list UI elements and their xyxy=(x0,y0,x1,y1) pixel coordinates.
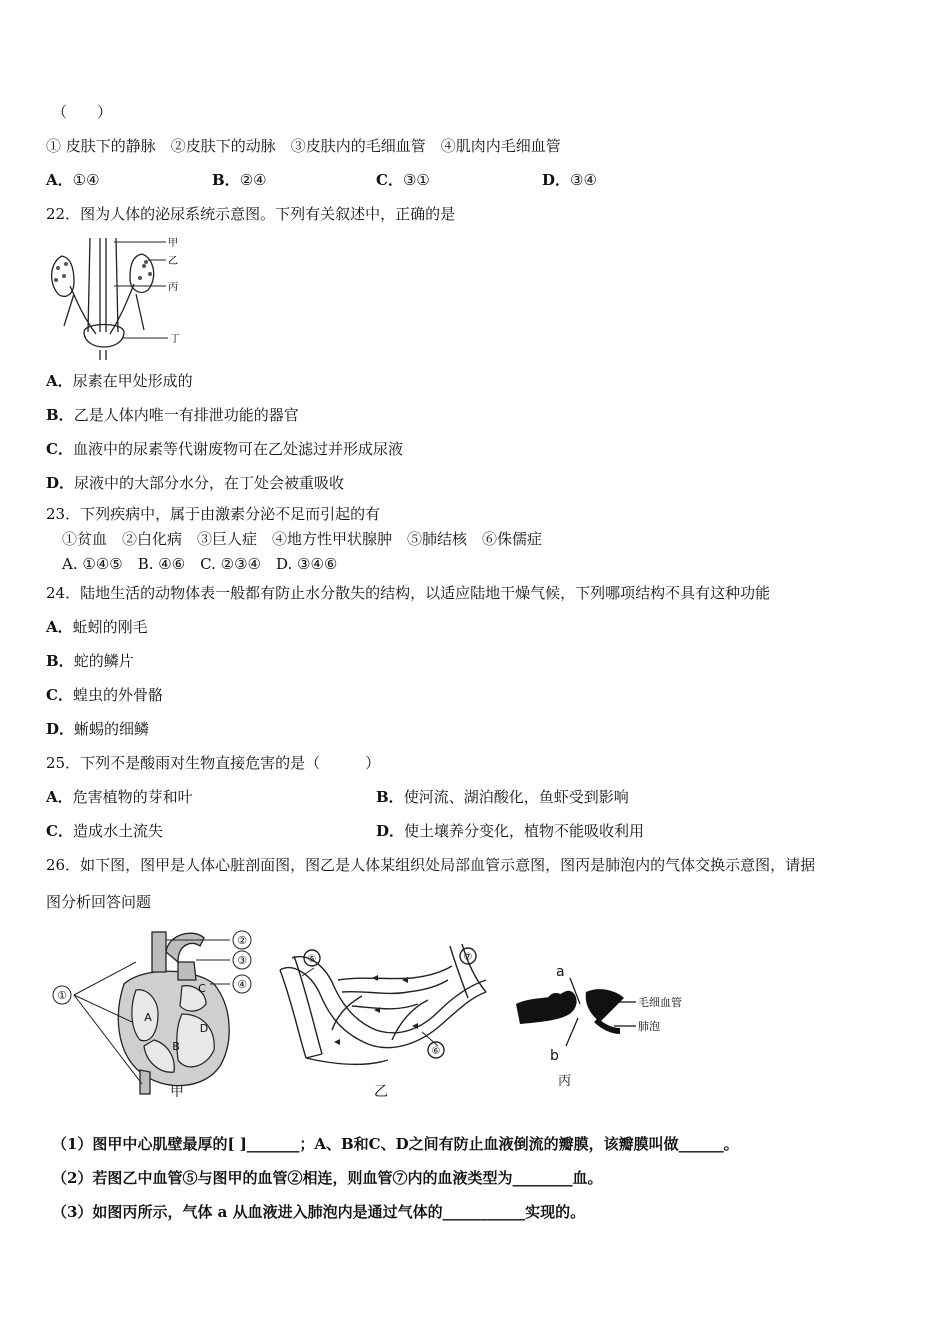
label-bing: 丙 xyxy=(168,282,178,293)
q22-option-a: 尿素在甲处形成的 xyxy=(72,372,193,390)
gas-label-b: b xyxy=(550,1048,559,1064)
q21-options xyxy=(46,170,906,190)
label-capillary: 毛细血管 xyxy=(638,996,682,1009)
q25-option-a-row xyxy=(46,787,193,807)
q22-option-c-letter: C． xyxy=(46,440,73,458)
heart-label-3: ③ xyxy=(237,954,247,967)
q25-option-d-row xyxy=(376,821,644,841)
q21-option-c: ③① xyxy=(402,171,430,189)
q24-option-c: 蝗虫的外骨骼 xyxy=(72,686,163,704)
q22-option-c: 血液中的尿素等代谢废物可在乙处滤过并形成尿液 xyxy=(72,440,403,458)
q25-option-c-row xyxy=(46,821,163,841)
superior-vessel xyxy=(152,932,166,972)
q22-option-b: 乙是人体内唯一有排泄功能的器官 xyxy=(73,406,299,424)
q24-stem: 24．陆地生活的动物体表一般都有防止水分散失的结构，以适应陆地干燥气候，下列哪项结构不具有这种功能 xyxy=(46,584,771,602)
q26-sub1: （1）图甲中心肌壁最厚的[ ]_______；A、B和C、D之间有防止血液倒流的瓣膜，该瓣膜叫做______。 xyxy=(52,1135,739,1153)
q24-option-d: 蜥蜴的细鳞 xyxy=(74,720,150,738)
q22-option-b-row xyxy=(46,405,299,425)
heart-label-b: B xyxy=(172,1040,180,1053)
q21-option-a: ①④ xyxy=(72,171,100,189)
q23-options: A. ①④⑤ B. ④⑥ C. ②③④ D. ③④⑥ xyxy=(62,555,338,573)
heart-label-c: C xyxy=(198,982,206,995)
arrow-b xyxy=(566,1018,578,1046)
q25-option-a-letter: A． xyxy=(46,788,73,806)
heart-label-1: ① xyxy=(57,989,67,1002)
capillary-3 xyxy=(352,1004,418,1009)
q25-option-a: 危害植物的芽和叶 xyxy=(72,788,193,806)
q24-option-d-letter: D． xyxy=(46,720,75,738)
q24-option-a-letter: A． xyxy=(46,618,73,636)
q21-option-b: ②④ xyxy=(239,171,267,189)
q25-option-c-letter: C． xyxy=(46,822,73,840)
q22-option-a-letter: A． xyxy=(46,372,73,390)
q25-option-d-letter: D． xyxy=(376,822,405,840)
vessel-label-7: ⑦ xyxy=(463,952,473,963)
heart-label-2: ② xyxy=(237,934,247,947)
q21-option-d: ③④ xyxy=(570,171,597,189)
q21-option-a-letter: A． xyxy=(46,171,73,189)
vessel-top-wall xyxy=(280,968,486,1048)
blood-vessels xyxy=(88,238,118,332)
q21-items: ① 皮肤下的静脉 ②皮肤下的动脉 ③皮肤内的毛细血管 ④肌肉内毛细血管 xyxy=(46,137,561,155)
q21-option-c-letter: C． xyxy=(376,171,403,189)
caption-yi: 乙 xyxy=(374,1084,388,1100)
label-ding: 丁 xyxy=(170,334,180,345)
q23-items: ①贫血 ②白化病 ③巨人症 ④地方性甲状腺肿 ⑤肺结核 ⑥侏儒症 xyxy=(62,530,543,548)
flow-arrow xyxy=(334,1039,340,1045)
q26-stem-line2: 图分析回答问题 xyxy=(46,893,152,911)
vessel-bottom xyxy=(306,1054,388,1064)
heart-figure xyxy=(44,922,269,1106)
q22-option-d: 尿液中的大部分水分，在丁处会被重吸收 xyxy=(74,474,345,492)
q21-option-d-letter: D． xyxy=(542,171,571,189)
heart-label-a: A xyxy=(144,1011,152,1024)
q22-stem: 22．图为人体的泌尿系统示意图。下列有关叙述中，正确的是 xyxy=(46,205,456,223)
capillary-left xyxy=(547,993,565,1011)
label-alveolus: 肺泡 xyxy=(638,1020,660,1033)
q22-option-d-row xyxy=(46,473,344,493)
q21-paren: （ ） xyxy=(52,103,113,121)
q23-stem: 23．下列疾病中，属于由激素分泌不足而引起的有 xyxy=(46,505,381,523)
q22-option-d-letter: D． xyxy=(46,474,75,492)
caption-jia: 甲 xyxy=(170,1084,184,1100)
caption-bing: 丙 xyxy=(558,1074,572,1089)
pulmonary-trunk xyxy=(178,962,196,980)
q22-option-c-row xyxy=(46,439,403,459)
capillary-2 xyxy=(342,980,448,993)
heart-label-d: D xyxy=(199,1022,209,1035)
q24-option-d-row xyxy=(46,719,149,739)
alveolus-figure xyxy=(512,962,692,1072)
flow-arrow xyxy=(372,975,378,981)
vessels-figure xyxy=(272,942,500,1074)
aortic-arch xyxy=(166,933,204,962)
inferior-vessel xyxy=(140,1070,150,1094)
q25-option-b-row xyxy=(376,787,629,807)
vessel-label-5: ⑤ xyxy=(307,954,317,965)
q24-option-c-letter: C． xyxy=(46,686,73,704)
q24-option-b: 蛇的鳞片 xyxy=(73,652,134,670)
capillary-right xyxy=(595,991,613,1009)
gas-label-a: a xyxy=(556,964,565,980)
q25-option-d: 使土壤养分变化，植物不能吸收利用 xyxy=(404,822,645,840)
q24-option-a: 蚯蚓的刚毛 xyxy=(72,618,148,636)
q26-sub3: （3）如图丙所示，气体 a 从血液进入肺泡内是通过气体的___________实现的。 xyxy=(52,1203,586,1221)
label-yi: 乙 xyxy=(168,256,178,267)
heart-label-4: ④ xyxy=(237,978,247,991)
q21-option-b-letter: B． xyxy=(212,171,240,189)
label-jia: 甲 xyxy=(168,238,178,249)
q24-option-a-row xyxy=(46,617,148,637)
vessel-label-6: ⑥ xyxy=(431,1046,441,1057)
q25-option-b: 使河流、湖泊酸化，鱼虾受到影响 xyxy=(403,788,629,806)
q26-sub2: （2）若图乙中血管⑤与图甲的血管②相连，则血管⑦内的血液类型为________血。 xyxy=(52,1169,603,1187)
alveolus-wall-left xyxy=(516,991,577,1024)
q24-option-b-row xyxy=(46,651,134,671)
q25-option-b-letter: B． xyxy=(376,788,404,806)
capillary-4 xyxy=(332,996,362,1030)
urinary-system-figure xyxy=(44,234,194,362)
q26-stem-line1: 26．如下图，图甲是人体心脏剖面图，图乙是人体某组织处局部血管示意图，图丙是肺泡内的气体交换示意图，请据 xyxy=(46,856,816,874)
q22-option-b-letter: B． xyxy=(46,406,74,424)
q25-option-c: 造成水土流失 xyxy=(72,822,163,840)
ureters xyxy=(70,284,134,334)
q25-stem: 25．下列不是酸雨对生物直接危害的是（ ） xyxy=(46,754,381,772)
label-leaders xyxy=(114,242,168,338)
urethra xyxy=(100,350,106,360)
capillary-1 xyxy=(338,966,452,980)
q24-option-c-row xyxy=(46,685,163,705)
q22-option-a-row xyxy=(46,371,193,391)
q24-option-b-letter: B． xyxy=(46,652,74,670)
